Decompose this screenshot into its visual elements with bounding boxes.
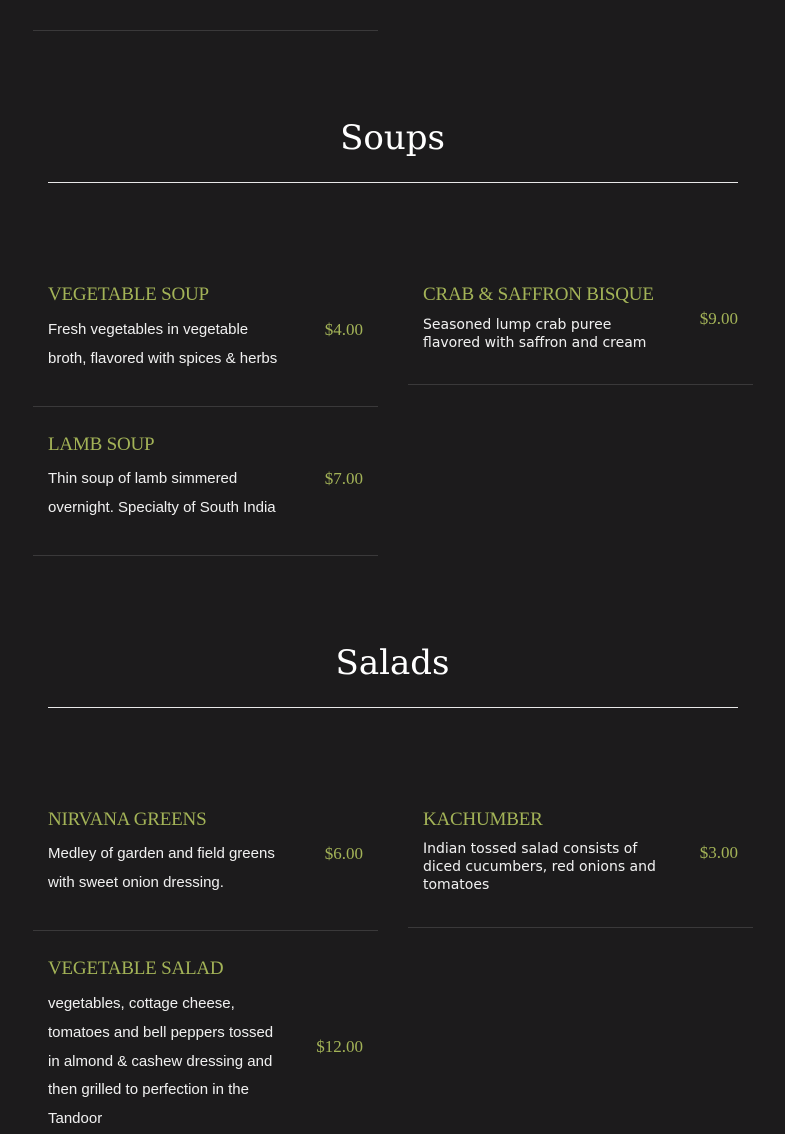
section-rule: [48, 182, 738, 183]
item-name: CRAB & SAFFRON BISQUE: [423, 284, 654, 305]
item-description: Indian tossed salad consists of diced cucumbers, red onions and tomatoes: [423, 841, 656, 893]
section-title-salads: Salads: [335, 643, 450, 683]
item-description: Fresh vegetables in vegetable broth, flavored with spices & herbs: [48, 321, 278, 367]
item-description: Thin soup of lamb simmered overnight. Specialty of South India: [48, 470, 276, 516]
item-description: Medley of garden and field greens with sweet onion dressing.: [48, 845, 275, 891]
item-price: $9.00: [699, 309, 738, 328]
item-price: $4.00: [324, 320, 363, 339]
item-divider: [33, 555, 378, 556]
item-name: KACHUMBER: [423, 809, 543, 830]
item-description: vegetables, cottage cheese, tomatoes and bell peppers tossed in almond & cashew dressing and then grilled to perfection in the Tandoor: [48, 995, 274, 1128]
item-description: Seasoned lump crab puree flavored with saffron and cream: [423, 317, 647, 351]
item-name: VEGETABLE SALAD: [48, 958, 224, 979]
item-name: VEGETABLE SOUP: [48, 284, 209, 305]
section-title-soups: Soups: [340, 118, 445, 158]
item-divider: [408, 384, 753, 385]
item-divider: [33, 30, 378, 31]
section-rule: [48, 707, 738, 708]
item-price: $12.00: [316, 1037, 363, 1056]
item-divider: [33, 930, 378, 931]
item-price: $3.00: [699, 843, 738, 862]
item-divider: [408, 927, 753, 928]
item-price: $6.00: [324, 844, 363, 863]
item-price: $7.00: [324, 469, 363, 488]
item-name: LAMB SOUP: [48, 434, 155, 455]
item-name: NIRVANA GREENS: [48, 809, 207, 830]
item-divider: [33, 406, 378, 407]
